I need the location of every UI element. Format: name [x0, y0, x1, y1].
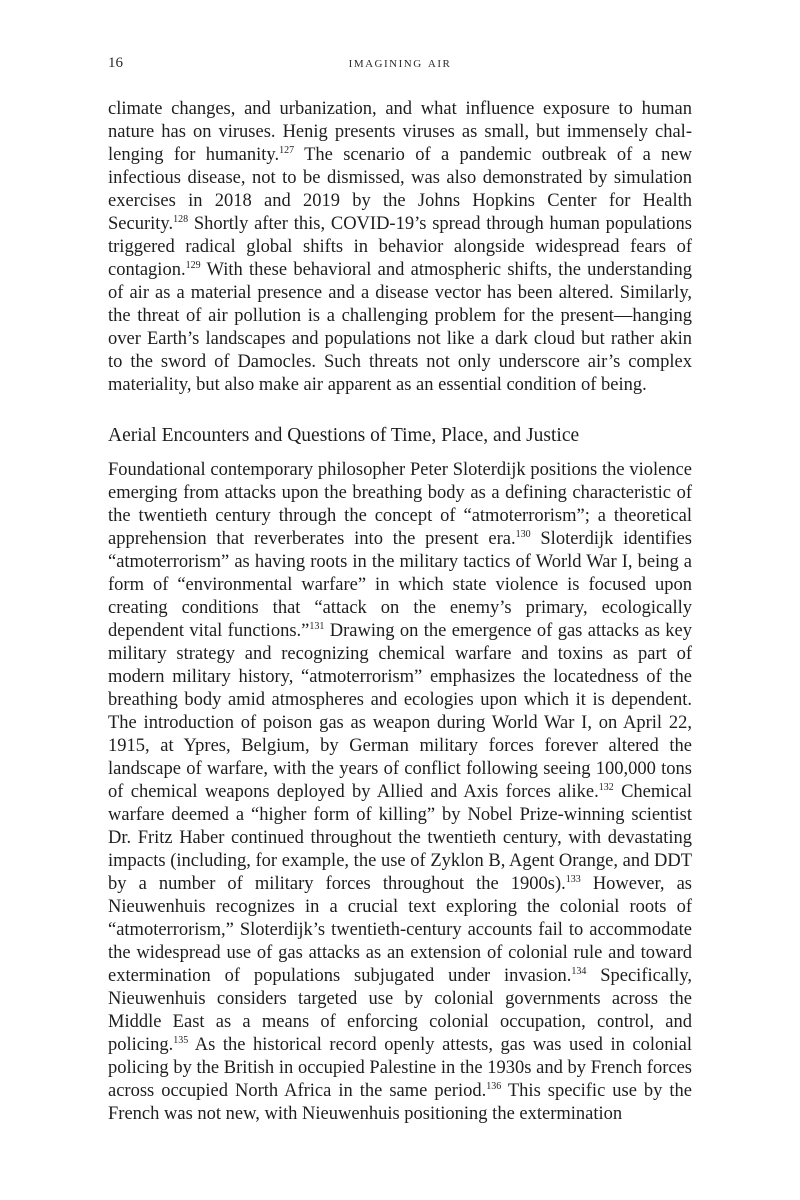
footnote-ref-129[interactable]: 129 — [185, 260, 201, 271]
text-run: Shortly after this, COVID-19’s spread through human populations triggered radical global shifts in behavior alongside widespread fears of contagion. — [108, 214, 692, 280]
footnote-ref-136[interactable]: 136 — [486, 1081, 502, 1092]
text-run: climate changes, and urbanization, and what influence exposure to human nature has on viruses. Henig presents viruses as small, but immensely challenging for humanity. — [108, 99, 692, 165]
footnote-ref-131[interactable]: 131 — [309, 621, 325, 632]
text-run: However, as Nieuwenhuis recognizes in a crucial text exploring the colonial roots of “atmoterrorism,” Sloterdijk’s twentieth-century accounts fail to accommodate the widespread use of gas attacks as an extension of colonial rule and toward extermination of populations subjugated under invasion. — [108, 874, 692, 986]
page-number: 16 — [108, 55, 123, 71]
text-run: As the historical record openly attests, gas was used in colonial policing by the British in occupied Palestine in the 1930s and by French forces across occupied North Africa in the same period. — [108, 1035, 692, 1101]
text-run: Specifically, Nieuwenhuis considers targeted use by colonial governments across the Middle East as a means of enforcing colonial occupation, control, and policing. — [108, 966, 692, 1055]
text-run: Chemical warfare deemed a “higher form of killing” by Nobel Prize-winning scientist Dr. Fritz Haber continued throughout the twentieth century, with devastating impacts (including, for example, the use of Zyklon B, Agent Orange, and DDT by a number of military forces throughout the 1900s). — [108, 782, 692, 894]
text-run: With these behavioral and atmospheric shifts, the understanding of air as a material presence and a disease vector has been altered. Similarly, the threat of air pollution is a challenging problem for the present—hanging over Earth’s landscapes and populations not like a dark cloud but rather akin to the sword of Damocles. Such threats not only underscore air’s complex materiality, but also make air apparent as an essential condition of being. — [108, 260, 692, 395]
section-heading: Aerial Encounters and Questions of Time, Place, and Justice — [108, 425, 580, 446]
footnote-ref-127[interactable]: 127 — [279, 145, 295, 156]
text-run: This specific use by the French was not new, with Nieuwenhuis positioning the extermination — [108, 1081, 693, 1124]
running-title: imagining air — [348, 55, 452, 71]
footnote-ref-135[interactable]: 135 — [173, 1035, 189, 1046]
text-run: Foundational contemporary philosopher Peter Sloterdijk positions the violence emerging from attacks upon the breathing body as a defining characteristic of the twentieth century through the concept of “atmoterrorism”; a theoretical apprehension that reverberates into the present era. — [108, 460, 692, 549]
paragraph-2 — [108, 459, 692, 1126]
footnote-ref-132[interactable]: 132 — [598, 782, 614, 793]
footnote-ref-133[interactable]: 133 — [565, 874, 581, 885]
paragraph-1 — [108, 98, 692, 397]
footnote-ref-128[interactable]: 128 — [173, 214, 189, 225]
footnote-ref-130[interactable]: 130 — [515, 529, 531, 540]
footnote-ref-134[interactable]: 134 — [571, 966, 587, 977]
text-run: Drawing on the emergence of gas attacks as key military strategy and recognizing chemical warfare and toxins as part of modern military history, “atmoterrorism” emphasizes the locatedness of the breathing body amid atmospheres and ecologies upon which it is dependent. The introduction of poison gas as weapon during World War I, on April 22, 1915, at Ypres, Belgium, by German military forces forever altered the landscape of warfare, with the years of conflict following seeing 100,000 tons of chemical weapons deployed by Allied and Axis forces alike. — [108, 621, 693, 802]
text-run: Sloterdijk identifies “atmoterrorism” as having roots in the military tactics of World War I, being a form of “environmental warfare” in which state violence is focused upon creating conditions that “attack on the enemy’s primary, ecologically dependent vital functions.” — [108, 529, 693, 641]
running-head — [108, 55, 692, 77]
text-run: The scenario of a pandemic outbreak of a new infectious disease, not to be dismissed, was also demonstrated by simulation exercises in 2018 and 2019 by the Johns Hopkins Center for Health Security. — [108, 145, 692, 234]
